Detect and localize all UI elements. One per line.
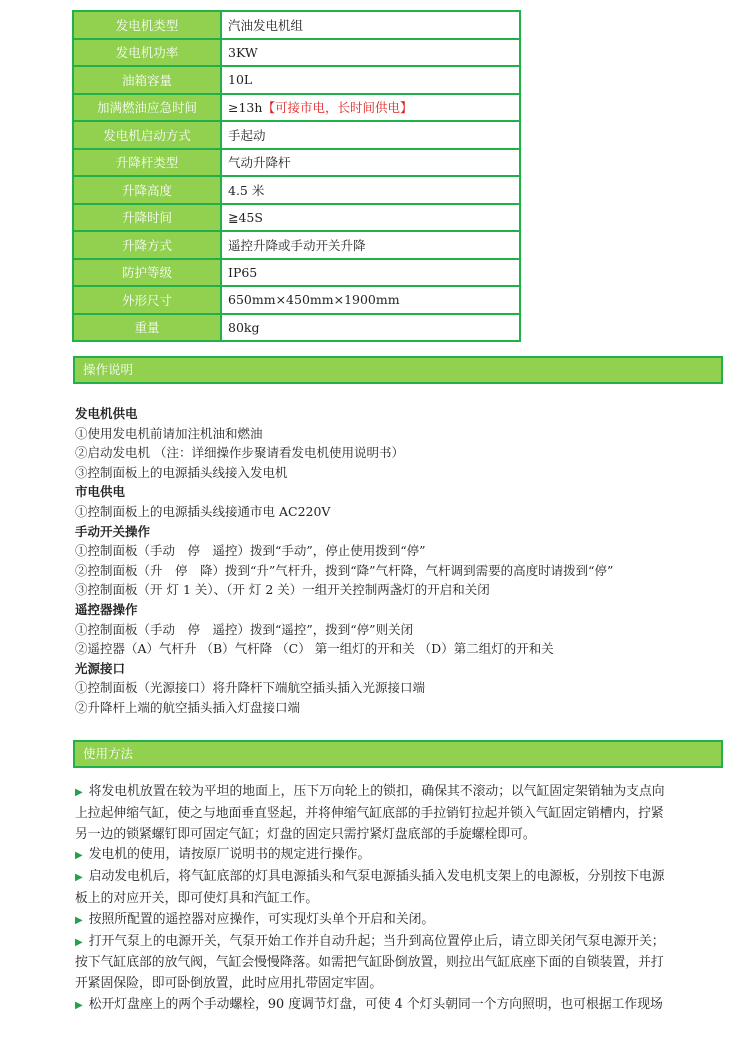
usage-text: 启动发电机后，将气缸底部的灯具电源插头和气泵电源插头插入发电机支架上的电源板，分别按下电源板上的对应开关，即可使灯具和汽缸工作。 (75, 869, 665, 906)
usage-bullet (75, 995, 675, 1017)
spec-value-text: 10L (228, 72, 253, 88)
spec-label: 升降方式 (73, 231, 221, 259)
spec-label: 加满燃油应急时间 (73, 94, 221, 122)
triangle-bullet-icon: ▶ (75, 787, 83, 798)
spec-value (221, 314, 520, 342)
subsection-heading: 市电供电 (75, 484, 126, 500)
step-item: ②升降杆上端的航空插头插入灯盘接口端 (75, 699, 301, 715)
usage-bullet (75, 932, 675, 995)
spec-note: 【可接市电，长时间供电】 (262, 100, 413, 116)
spec-row (73, 231, 520, 259)
spec-value (221, 259, 520, 287)
spec-value-text: 手起动 (228, 127, 266, 143)
spec-value (221, 11, 520, 39)
operation-instructions (75, 404, 613, 718)
usage-text: 打开气泵上的电源开关，气泵开始工作并自动升起；当升到高位置停止后，请立即关闭气泵电源开关；按下气缸底部的放气阀，气缸会慢慢降落。如需把气缸卧倒放置，则拉出气缸底座下面的自锁装置，并打开紧固保险，即可卧倒放置，此时应用扎带固定牢固。 (75, 933, 665, 992)
spec-value (221, 204, 520, 232)
spec-label: 升降高度 (73, 176, 221, 204)
spec-label: 防护等级 (73, 259, 221, 287)
step-item: ①控制面板（手动 停 遥控）拨到“手动”，停止使用拨到“停” (75, 543, 426, 559)
usage-text: 按照所配置的遥控器对应操作，可实现灯头单个开启和关闭。 (88, 911, 435, 927)
usage-bullet (75, 845, 675, 867)
spec-value-text: 遥控升降或手动开关升降 (228, 237, 366, 253)
spec-row (73, 176, 520, 204)
spec-label: 发电机类型 (73, 11, 221, 39)
spec-label: 外形尺寸 (73, 286, 221, 314)
spec-row (73, 11, 520, 39)
spec-value (221, 66, 520, 94)
spec-value-text: 3KW (228, 44, 258, 60)
subsection-heading: 手动开关操作 (75, 523, 151, 539)
step-item: ①控制面板（光源接口）将升降杆下端航空插头插入光源接口端 (75, 680, 426, 696)
spec-value-text: 650mm×450mm×1900mm (228, 292, 400, 308)
step-item: ②遥控器（A）气杆升 （B）气杆降 （C） 第一组灯的开和关 （D）第二组灯的开和关 (75, 641, 554, 657)
spec-row (73, 286, 520, 314)
spec-row (73, 66, 520, 94)
step-item: ②控制面板（升 停 降）拨到“升”气杆升，拨到“降”气杆降，气杆调到需要的高度时请拨到“停” (75, 562, 614, 578)
spec-row (73, 204, 520, 232)
spec-value (221, 231, 520, 259)
spec-table (72, 10, 521, 342)
step-item: ①控制面板（手动 停 遥控）拨到“遥控”，拨到“停”则关闭 (75, 621, 414, 637)
section-header-operation: 操作说明 (73, 356, 723, 384)
subsection-heading: 发电机供电 (75, 406, 138, 421)
section-header-usage: 使用方法 (73, 740, 723, 768)
triangle-bullet-icon: ▶ (75, 936, 83, 948)
spec-row (73, 314, 520, 342)
subsection-heading: 光源接口 (75, 660, 126, 676)
step-item: ②启动发电机 （注：详细操作步聚请看发电机使用说明书） (75, 445, 404, 461)
usage-text: 将发电机放置在较为平坦的地面上，压下万向轮上的锁扣，确保其不滚动；以气缸固定架销轴为支点向上拉起伸缩气缸，使之与地面垂直竖起，并将伸缩气缸底部的手拉销钉拉起并锁入气缸固定销槽内，拧紧另一边的锁紧螺钉即可固定气缸；灯盘的固定只需拧紧灯盘底部的手旋螺栓即可。 (75, 784, 665, 842)
spec-value-text: ≧45S (228, 209, 263, 225)
spec-row (73, 149, 520, 177)
spec-value (221, 39, 520, 67)
spec-label: 重量 (73, 314, 221, 342)
spec-value (221, 121, 520, 149)
step-item: ③控制面板（开 灯 1 关）、（开 灯 2 关）一组开关控制两盏灯的开启和关闭 (75, 582, 490, 598)
spec-value (221, 94, 520, 122)
spec-value-text: 汽油发电机组 (228, 17, 304, 33)
spec-value-text: ≥13h (228, 100, 263, 116)
spec-label: 升降杆类型 (73, 149, 221, 177)
spec-value-text: 气动升降杆 (228, 155, 291, 171)
usage-bullet (75, 867, 675, 910)
spec-value-text: IP65 (228, 264, 258, 280)
step-item: ③控制面板上的电源插头线接入发电机 (75, 464, 288, 480)
usage-bullet (75, 910, 675, 932)
step-item: ①控制面板上的电源插头线接通市电 AC220V (75, 503, 331, 519)
spec-row (73, 39, 520, 67)
spec-value-text: 4.5 米 (228, 182, 265, 198)
usage-text: 松开灯盘座上的两个手动螺栓，90 度调节灯盘，可使 4 个灯头朝同一个方向照明，也可根据工作现场 (88, 996, 663, 1012)
subsection-heading: 遥控器操作 (75, 601, 138, 617)
spec-label: 发电机功率 (73, 39, 221, 67)
spec-value (221, 149, 520, 177)
triangle-bullet-icon: ▶ (75, 999, 83, 1011)
spec-label: 升降时间 (73, 204, 221, 232)
usage-instructions (75, 782, 675, 1017)
triangle-bullet-icon: ▶ (75, 872, 83, 884)
spec-row (73, 94, 520, 122)
triangle-bullet-icon: ▶ (75, 914, 83, 926)
usage-text: 发电机的使用，请按原厂说明书的规定进行操作。 (88, 847, 371, 863)
spec-value (221, 286, 520, 314)
spec-row (73, 259, 520, 287)
spec-value-text: 80kg (228, 319, 260, 335)
spec-value (221, 176, 520, 204)
spec-label: 发电机启动方式 (73, 121, 221, 149)
step-item: ①使用发电机前请加注机油和燃油 (75, 425, 263, 441)
usage-bullet (75, 782, 675, 845)
spec-label: 油箱容量 (73, 66, 221, 94)
triangle-bullet-icon: ▶ (75, 850, 83, 862)
spec-row (73, 121, 520, 149)
